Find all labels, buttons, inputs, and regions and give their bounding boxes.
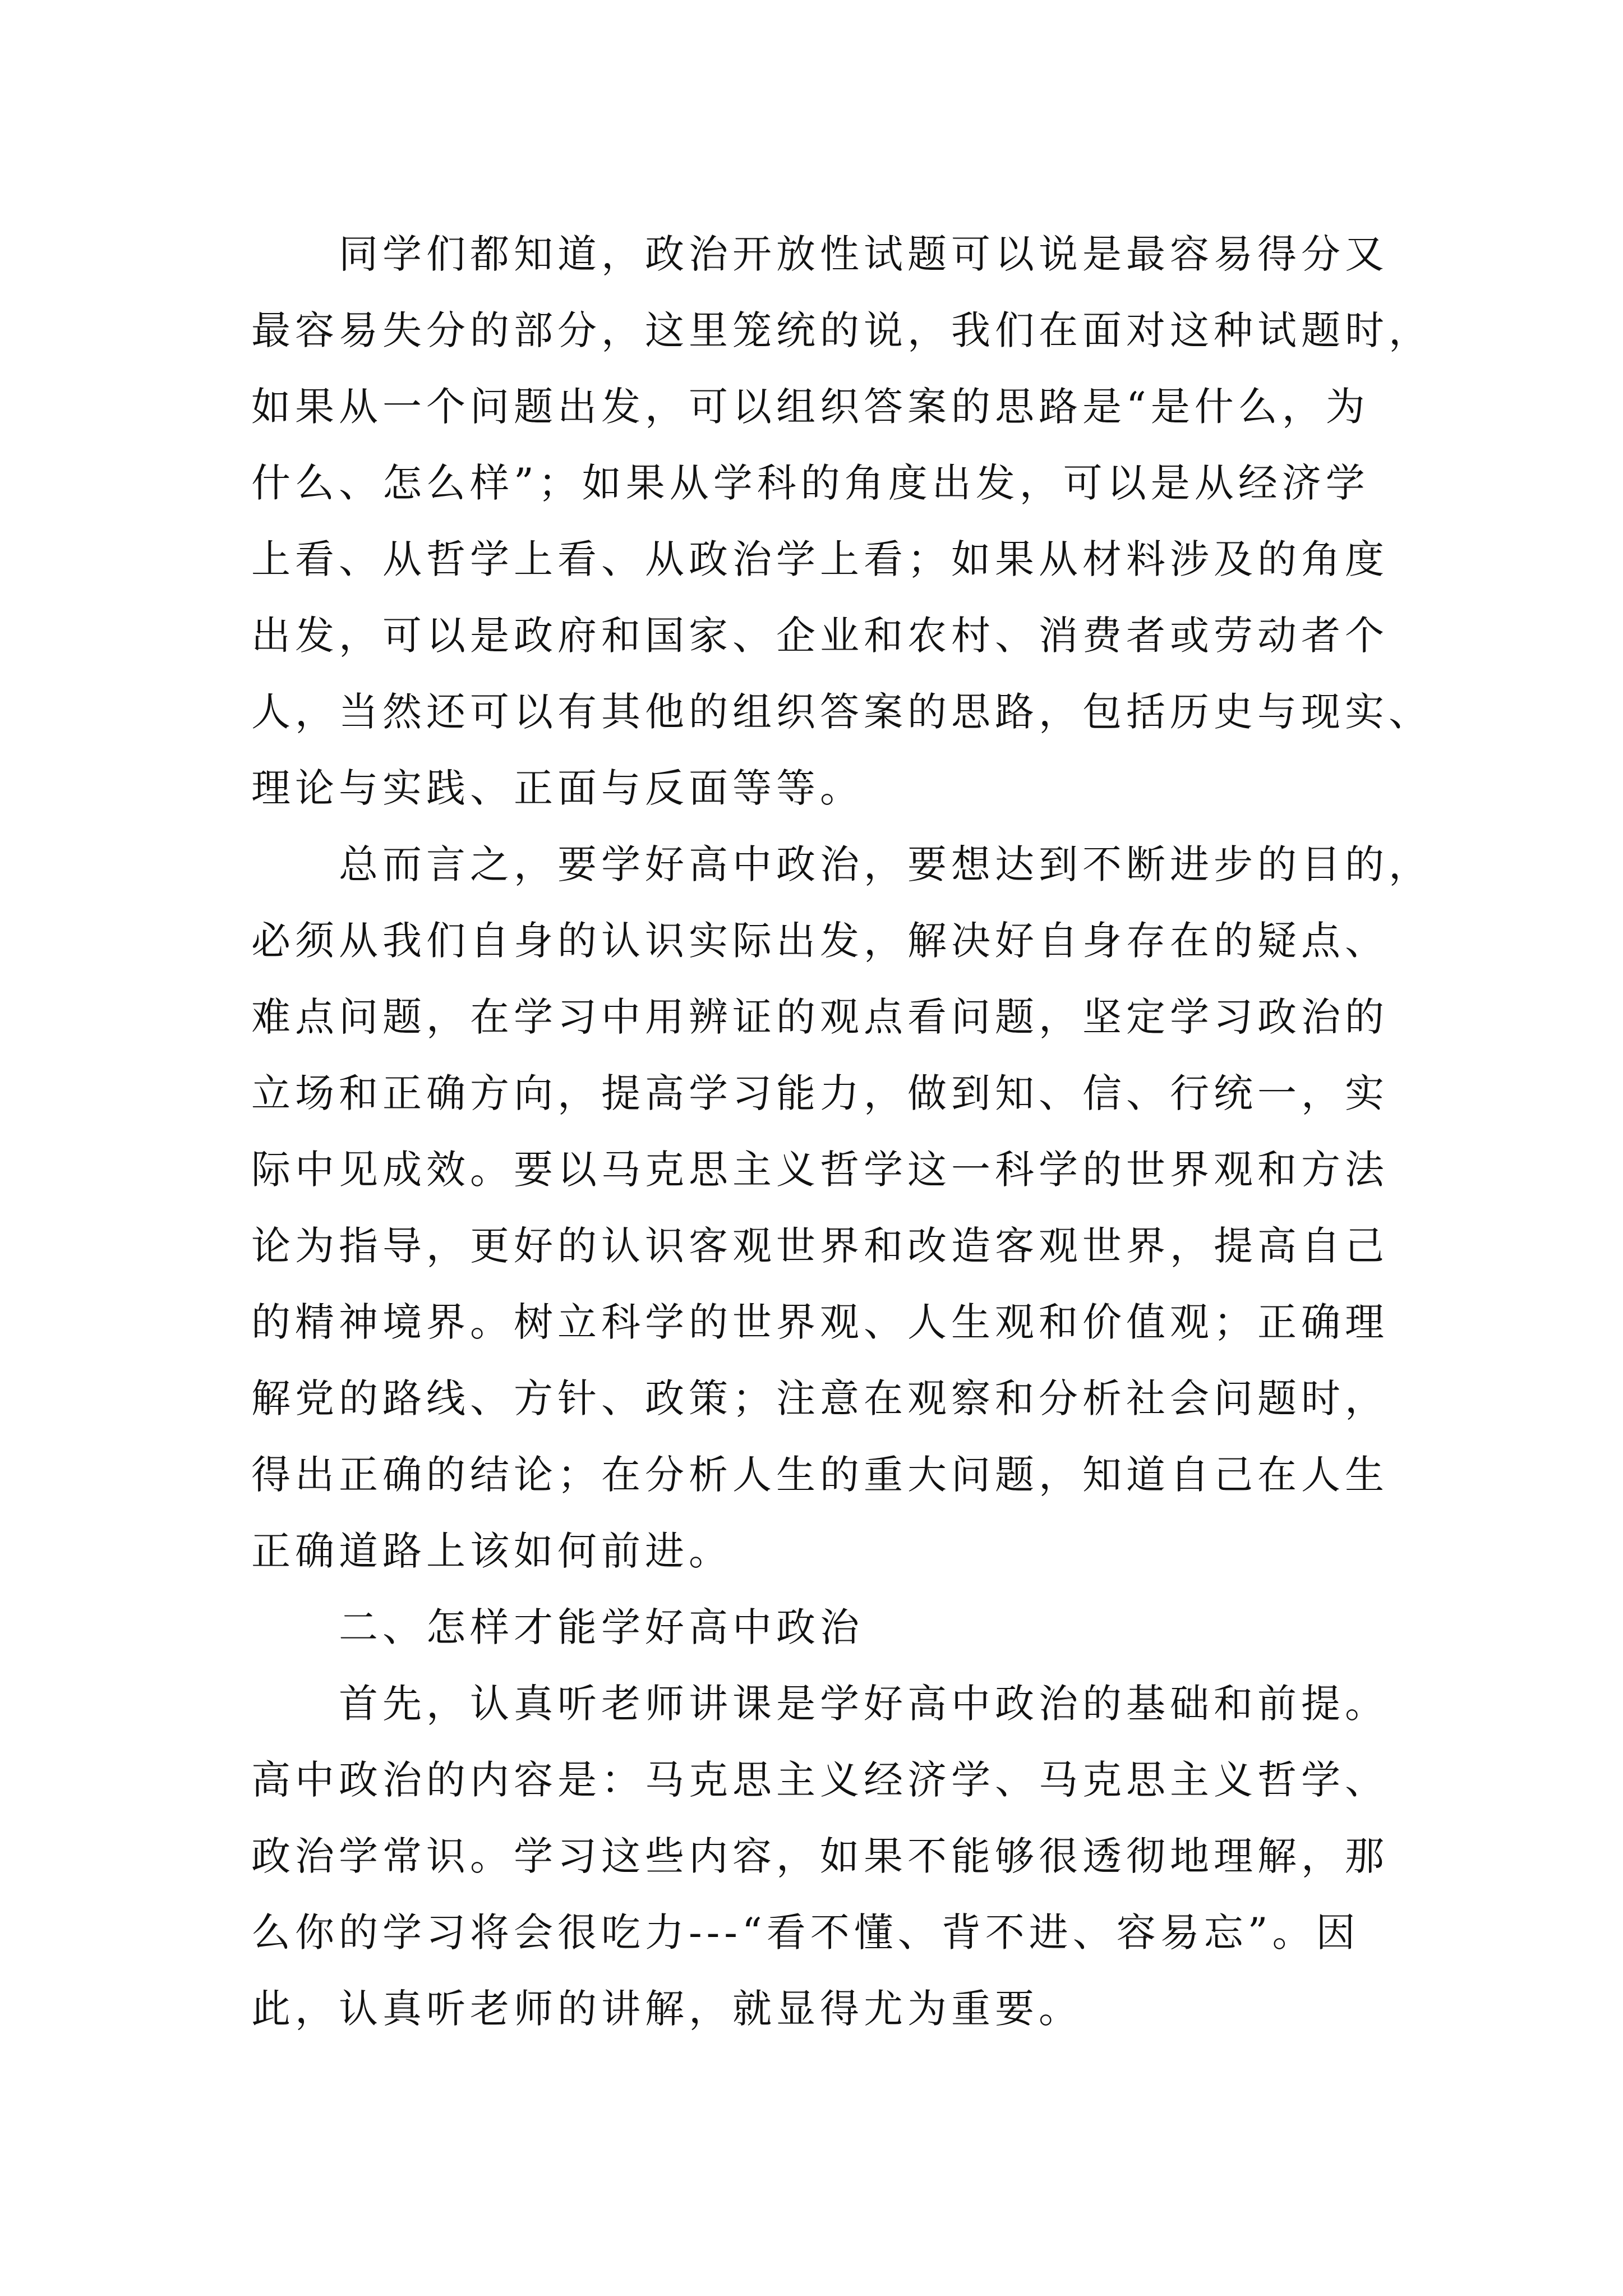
text-line: 高中政治的内容是：马克思主义经济学、马克思主义哲学、: [251, 1757, 1389, 1803]
text-line: 什么、怎么样”；如果从学科的角度出发，可以是从经济学: [251, 460, 1370, 506]
text-line: 如果从一个问题出发，可以组织答案的思路是“是什么，为: [251, 384, 1370, 430]
text-line: 难点问题，在学习中用辨证的观点看问题，坚定学习政治的: [251, 994, 1389, 1040]
text-line: 理论与实践、正面与反面等等。: [251, 765, 864, 811]
text-line: 解党的路线、方针、政策；注意在观察和分析社会问题时，: [251, 1375, 1389, 1421]
text-line: 上看、从哲学上看、从政治学上看；如果从材料涉及的角度: [251, 536, 1389, 582]
text-line: 政治学常识。学习这些内容，如果不能够很透彻地理解，那: [251, 1833, 1389, 1879]
text-line: 此，认真听老师的讲解，就显得尤为重要。: [251, 1986, 1082, 2032]
text-line: 人，当然还可以有其他的组织答案的思路，包括历史与现实、: [251, 689, 1432, 735]
text-line: 际中见成效。要以马克思主义哲学这一科学的世界观和方法: [251, 1147, 1389, 1193]
text-line: 正确道路上该如何前进。: [251, 1528, 732, 1574]
text-line: 出发，可以是政府和国家、企业和农村、消费者或劳动者个: [251, 613, 1389, 659]
text-line: 论为指导，更好的认识客观世界和改造客观世界，提高自己: [251, 1223, 1389, 1269]
text-line: 立场和正确方向，提高学习能力，做到知、信、行统一，实: [251, 1070, 1389, 1116]
document-body: [251, 216, 1432, 2047]
text-line: 总而言之，要学好高中政治，要想达到不断进步的目的，: [251, 841, 1432, 887]
section-heading: 二、怎样才能学好高中政治: [251, 1604, 864, 1650]
text-line: 同学们都知道，政治开放性试题可以说是最容易得分又: [251, 231, 1389, 277]
text-line: 必须从我们自身的认识实际出发，解决好自身存在的疑点、: [251, 918, 1389, 964]
text-line: 首先，认真听老师讲课是学好高中政治的基础和前提。: [251, 1681, 1389, 1727]
text-line: 得出正确的结论；在分析人生的重大问题，知道自己在人生: [251, 1452, 1389, 1498]
text-line: 么你的学习将会很吃力---“看不懂、背不进、容易忘”。因: [251, 1910, 1360, 1955]
text-line: 最容易失分的部分，这里笼统的说，我们在面对这种试题时，: [251, 307, 1432, 353]
text-line: 的精神境界。树立科学的世界观、人生观和价值观；正确理: [251, 1299, 1389, 1345]
